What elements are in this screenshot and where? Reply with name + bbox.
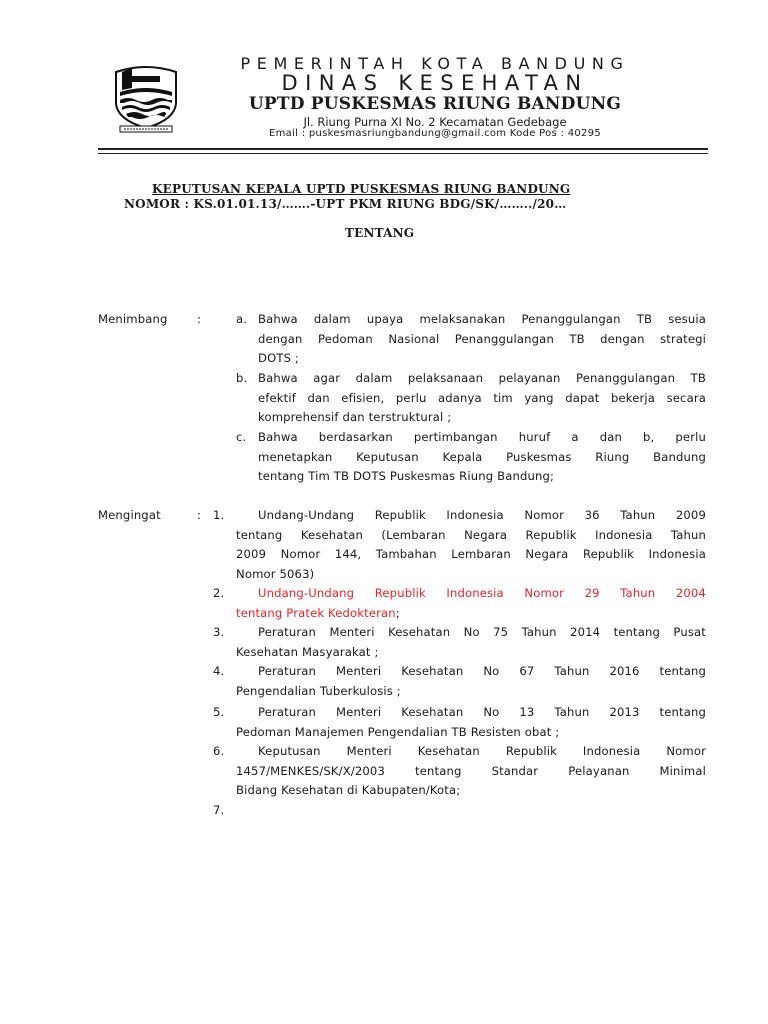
paragraph-line: Undang-Undang Republik Indonesia Nomor 29 Tahun 2004 — [258, 586, 706, 600]
paragraph-line: komprehensif dan terstruktural ; — [258, 410, 452, 424]
paragraph-line: Bidang Kesehatan di Kabupaten/Kota; — [236, 783, 461, 797]
menimbang-colon: : — [197, 312, 202, 326]
mengingat-item-mark: 4. — [213, 664, 225, 678]
paragraph-line: Bahwa agar dalam pelaksanaan pelayanan Penanggulangan TB — [258, 371, 706, 385]
paragraph-line: menetapkan Keputusan Kepala Puskesmas Riung Bandung — [258, 449, 706, 464]
paragraph-line: Peraturan Menteri Kesehatan No 75 Tahun 2014 tentang Pusat — [258, 625, 706, 639]
mengingat-item-1 — [236, 506, 706, 584]
paragraph-line: tentang Tim TB DOTS Puskesmas Riung Bandung; — [258, 469, 555, 483]
item-suffix: ; — [395, 605, 400, 620]
paragraph-line: DOTS ; — [258, 351, 299, 365]
letterhead-institution: UPTD PUSKESMAS RIUNG BANDUNG — [248, 94, 622, 114]
letterhead-contact: Email : puskesmasriungbandung@gmail.com Kode Pos : 40295 — [268, 128, 602, 139]
mengingat-item-mark: 5. — [213, 705, 225, 719]
letterhead-department: DINAS KESEHATAN — [281, 71, 589, 95]
highlighted-text: tentang Pratek Kedokteran — [236, 605, 396, 620]
paragraph-line: dengan Pedoman Nasional Penanggulangan TB dengan strategi — [258, 331, 706, 346]
paragraph-line: Nomor 5063) — [236, 566, 315, 581]
paragraph-line: Undang-Undang Republik Indonesia Nomor 36 Tahun 2009 — [258, 508, 706, 522]
mengingat-label: Mengingat — [98, 508, 161, 522]
menimbang-item-a — [258, 310, 706, 369]
paragraph-line: 1457/MENKES/SK/X/2003 tentang Standar Pelayanan Minimal — [236, 763, 706, 778]
menimbang-item-c — [258, 428, 706, 487]
mengingat-colon: : — [197, 508, 202, 522]
decree-title: KEPUTUSAN KEPALA UPTD PUSKESMAS RIUNG BANDUNG — [152, 182, 571, 196]
paragraph-line: Kesehatan Masyarakat ; — [236, 644, 379, 659]
mengingat-item-mark: 3. — [213, 625, 225, 639]
decree-about: TENTANG — [345, 226, 415, 240]
letterhead-rule-thin — [98, 153, 708, 154]
menimbang-label: Menimbang — [98, 312, 168, 326]
decree-number: NOMOR : KS.01.01.13/…….-UPT PKM RIUNG BDG/SK/……../20… — [124, 197, 567, 211]
paragraph-line: Keputusan Menteri Kesehatan Republik Indonesia Nomor — [258, 744, 706, 758]
menimbang-item-mark: a. — [236, 312, 248, 326]
paragraph-line: Bahwa dalam upaya melaksanakan Penanggulangan TB sesuia — [258, 312, 706, 326]
mengingat-item-mark: 7. — [213, 803, 225, 817]
paragraph-line: tentang Kesehatan (Lembaran Negara Republik Indonesia Tahun — [236, 527, 706, 542]
mengingat-item-mark: 6. — [213, 744, 225, 758]
paragraph-line: Bahwa berdasarkan pertimbangan huruf a dan b, perlu — [258, 430, 706, 444]
bandung-city-emblem-icon — [108, 58, 184, 134]
letterhead-rule-thick — [98, 148, 708, 150]
letterhead-address: Jl. Riung Purna XI No. 2 Kecamatan Gedebage — [303, 115, 567, 129]
letterhead-government: PEMERINTAH KOTA BANDUNG — [240, 54, 630, 73]
menimbang-item-mark: c. — [236, 430, 247, 444]
paragraph-line — [236, 604, 706, 624]
paragraph-line: Pedoman Manajemen Pengendalian TB Resisten obat ; — [236, 724, 560, 739]
mengingat-item-mark: 1. — [213, 508, 225, 522]
paragraph-line: efektif dan efisien, perlu adanya tim yang dapat bekerja secara — [258, 390, 706, 405]
menimbang-item-mark: b. — [236, 371, 248, 385]
mengingat-item-mark: 2. — [213, 586, 225, 600]
menimbang-item-b — [258, 369, 706, 428]
mengingat-item-5 — [236, 703, 706, 742]
paragraph-line: Pengendalian Tuberkulosis ; — [236, 683, 401, 698]
mengingat-item-2 — [236, 584, 706, 623]
paragraph-line: 2009 Nomor 144, Tambahan Lembaran Negara Republik Indonesia — [236, 547, 706, 561]
paragraph-line: Peraturan Menteri Kesehatan No 13 Tahun 2013 tentang — [258, 705, 706, 719]
mengingat-item-3 — [236, 623, 706, 662]
mengingat-item-4 — [236, 662, 706, 701]
paragraph-line: Peraturan Menteri Kesehatan No 67 Tahun 2016 tentang — [258, 664, 706, 678]
mengingat-item-6 — [236, 742, 706, 801]
